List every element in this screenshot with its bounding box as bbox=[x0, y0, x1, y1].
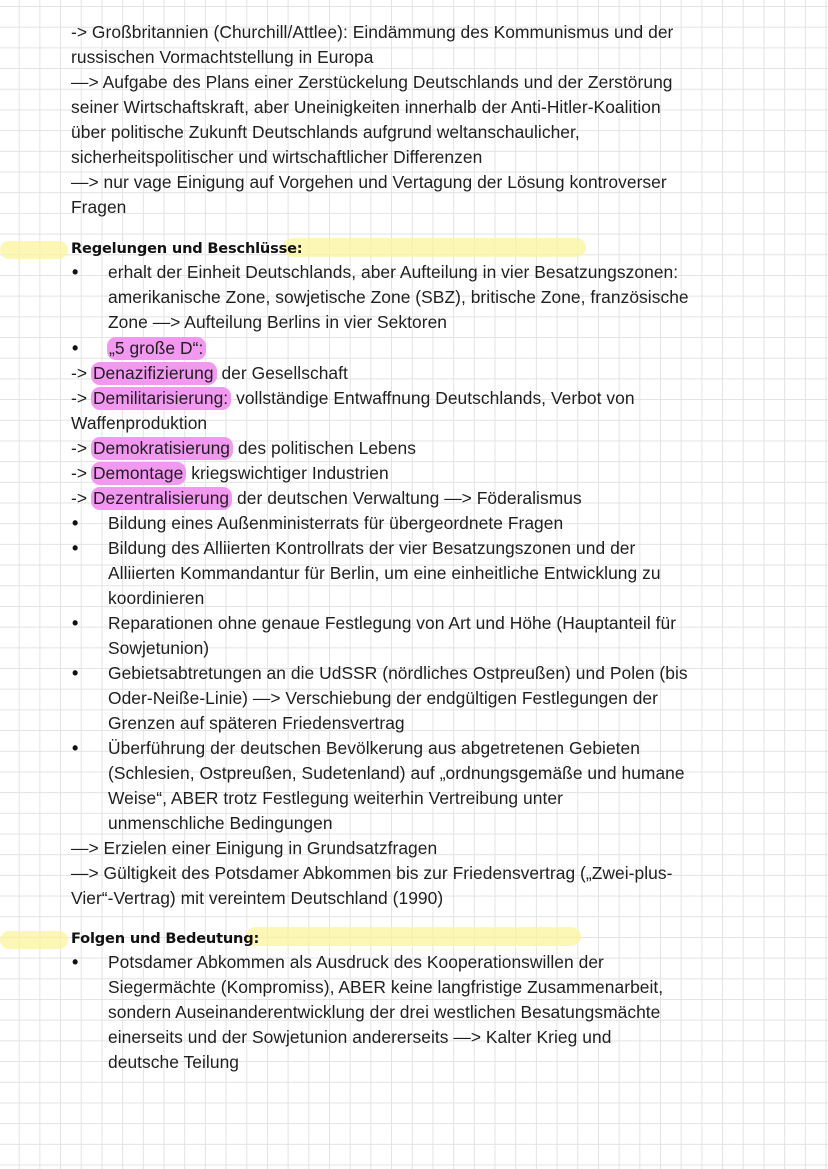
d-item bbox=[71, 436, 416, 461]
bullet-dot: • bbox=[72, 513, 79, 533]
d-term-highlight: Demilitarisierung: bbox=[91, 387, 231, 410]
arrow: -> bbox=[71, 388, 88, 408]
bullet-line: unmenschliche Bedingungen bbox=[108, 813, 333, 833]
bullet-dot: • bbox=[72, 738, 79, 758]
bullet-dot: • bbox=[72, 952, 79, 972]
arrow: -> bbox=[71, 438, 88, 458]
intro-line: seiner Wirtschaftskraft, aber Uneinigkeiten innerhalb der Anti-Hitler-Koalition bbox=[71, 97, 661, 117]
bullet-line: sondern Auseinanderentwicklung der drei westlichen Besatungsmächte bbox=[108, 1002, 661, 1022]
section-heading-consequences: Folgen und Bedeutung: bbox=[71, 930, 260, 947]
bullet-line: erhalt der Einheit Deutschlands, aber Aufteilung in vier Besatzungszonen: bbox=[108, 262, 679, 282]
bullet-line: deutsche Teilung bbox=[108, 1052, 240, 1072]
bullet-line: Bildung eines Außenministerrats für übergeordnete Fragen bbox=[108, 513, 564, 533]
bullet-line: koordinieren bbox=[108, 588, 205, 608]
bullet-line: Weise“, ABER trotz Festlegung weiterhin Vertreibung unter bbox=[108, 788, 563, 808]
bullet-line: (Schlesien, Ostpreußen, Sudetenland) auf „ordnungsgemäße und humane bbox=[108, 763, 685, 783]
intro-line: -> Großbritannien (Churchill/Attlee): Eindämmung des Kommunismus und der bbox=[71, 22, 674, 42]
bullet-line: Oder-Neiße-Linie) —> Verschiebung der endgültigen Festlegungen der bbox=[108, 688, 658, 708]
intro-line: —> nur vage Einigung auf Vorgehen und Vertagung der Lösung kontroverser bbox=[71, 172, 667, 192]
section-heading-rules: Regelungen und Beschlüsse: bbox=[71, 240, 303, 257]
arrow: -> bbox=[71, 463, 88, 483]
d-term-highlight: Demokratisierung bbox=[91, 437, 233, 460]
bullet-dot: • bbox=[72, 262, 79, 282]
bullet-line: Überführung der deutschen Bevölkerung aus abgetretenen Gebieten bbox=[108, 738, 641, 758]
bullet-line: Gebietsabtretungen an die UdSSR (nördliches Ostpreußen) und Polen (bis bbox=[108, 663, 688, 683]
bullet-line: Reparationen ohne genaue Festlegung von Art und Höhe (Hauptanteil für bbox=[108, 613, 677, 633]
heading-highlight-left bbox=[0, 931, 68, 949]
bullet-dot: • bbox=[72, 613, 79, 633]
intro-line: russischen Vormachtstellung in Europa bbox=[71, 47, 374, 67]
intro-line: über politische Zukunft Deutschlands aufgrund weltanschaulicher, bbox=[71, 122, 580, 142]
five-d-highlight: „5 große D“: bbox=[107, 337, 206, 360]
intro-line: sicherheitspolitischer und wirtschaftlicher Differenzen bbox=[71, 147, 483, 167]
bullet-line: amerikanische Zone, sowjetische Zone (SBZ), britische Zone, französische bbox=[108, 287, 689, 307]
heading-highlight-right bbox=[283, 238, 586, 257]
five-d-label bbox=[108, 336, 206, 361]
bullet-line: Sowjetunion) bbox=[108, 638, 210, 658]
bullet-dot: • bbox=[72, 663, 79, 683]
conclusion-line: —> Gültigkeit des Potsdamer Abkommen bis zur Friedensvertrag („Zwei-plus- bbox=[71, 863, 673, 883]
d-rest: vollständige Entwaffnung Deutschlands, Verbot von bbox=[231, 388, 635, 408]
arrow: -> bbox=[71, 363, 88, 383]
d-term-highlight: Demontage bbox=[91, 462, 186, 485]
d-item bbox=[71, 486, 582, 511]
bullet-line: Grenzen auf späteren Friedensvertrag bbox=[108, 713, 405, 733]
d-rest: des politischen Lebens bbox=[233, 438, 416, 458]
d-item bbox=[71, 386, 635, 411]
d-item bbox=[71, 361, 348, 386]
conclusion-line: Vier“-Vertrag) mit vereintem Deutschland (1990) bbox=[71, 888, 444, 908]
bullet-line: Alliierten Kommandantur für Berlin, um eine einheitliche Entwicklung zu bbox=[108, 563, 661, 583]
d-term-highlight: Denazifizierung bbox=[91, 362, 217, 385]
intro-line: Fragen bbox=[71, 197, 127, 217]
bullet-line: Bildung des Alliierten Kontrollrats der vier Besatzungszonen und der bbox=[108, 538, 636, 558]
heading-highlight-left bbox=[0, 241, 68, 259]
d-rest: der deutschen Verwaltung —> Föderalismus bbox=[232, 488, 582, 508]
bullet-line: Potsdamer Abkommen als Ausdruck des Kooperationswillen der bbox=[108, 952, 604, 972]
d-rest: der Gesellschaft bbox=[216, 363, 348, 383]
bullet-dot: • bbox=[72, 538, 79, 558]
bullet-line: Zone —> Aufteilung Berlins in vier Sektoren bbox=[108, 312, 448, 332]
heading-highlight-right bbox=[246, 927, 581, 946]
conclusion-line: —> Erzielen einer Einigung in Grundsatzfragen bbox=[71, 838, 438, 858]
bullet-line: Siegermächte (Kompromiss), ABER keine langfristige Zusammenarbeit, bbox=[108, 977, 664, 997]
d-item-continuation: Waffenproduktion bbox=[71, 413, 208, 433]
intro-line: —> Aufgabe des Plans einer Zerstückelung Deutschlands und der Zerstörung bbox=[71, 72, 673, 92]
d-rest: kriegswichtiger Industrien bbox=[186, 463, 389, 483]
bullet-line: einerseits und der Sowjetunion andererseits —> Kalter Krieg und bbox=[108, 1027, 612, 1047]
d-term-highlight: Dezentralisierung bbox=[91, 487, 232, 510]
d-item bbox=[71, 461, 389, 486]
arrow: -> bbox=[71, 488, 88, 508]
bullet-dot: • bbox=[72, 338, 79, 358]
